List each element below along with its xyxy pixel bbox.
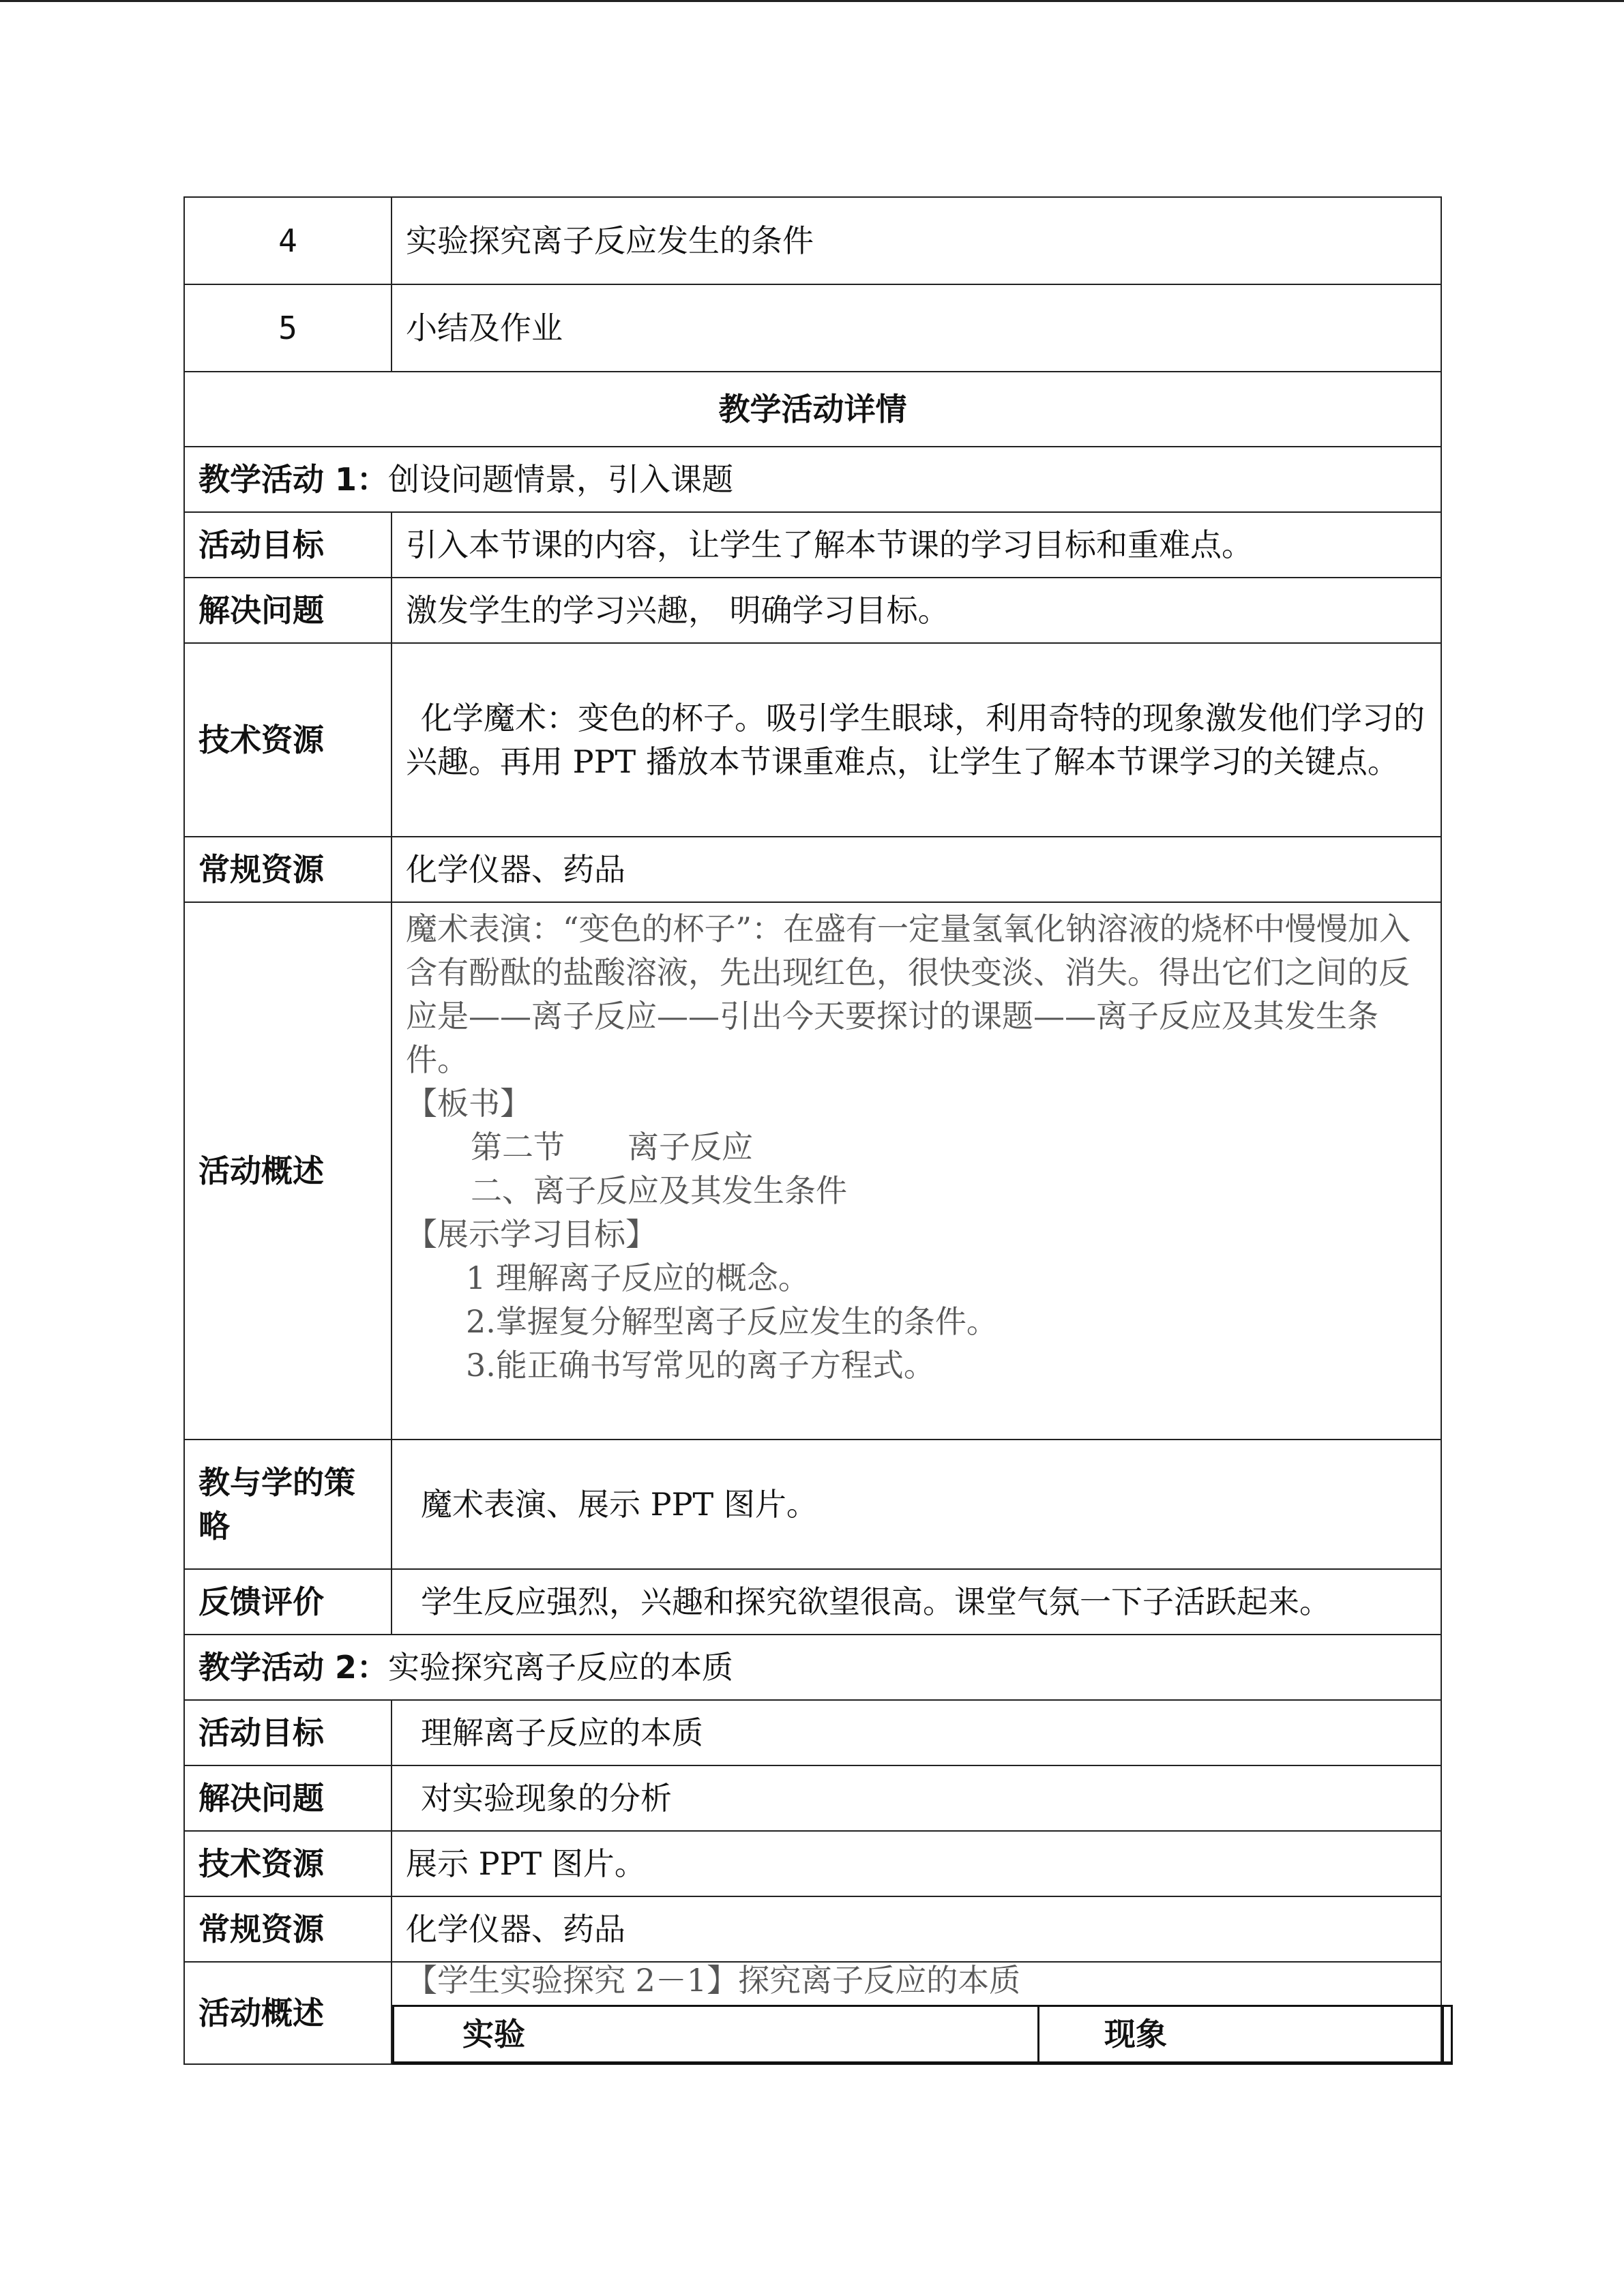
table-row bbox=[184, 284, 1441, 372]
table-row bbox=[184, 1765, 1441, 1831]
phenomenon-col-header: 现象 bbox=[1039, 2006, 1443, 2063]
goal-text: 理解离子反应的本质 bbox=[392, 1700, 1441, 1765]
table-row bbox=[184, 837, 1441, 902]
problem-label: 解决问题 bbox=[184, 1765, 392, 1831]
tech-text: 展示 PPT 图片。 bbox=[392, 1831, 1441, 1896]
strategy-label: 教与学的策略 bbox=[184, 1440, 392, 1569]
activity-heading bbox=[184, 1635, 1441, 1700]
table-row bbox=[184, 1440, 1441, 1569]
goal-item: 3.能正确书写常见的离子方程式。 bbox=[466, 1347, 935, 1384]
board-line: 第二节 离子反应 bbox=[471, 1129, 753, 1165]
page-top-border bbox=[0, 0, 1624, 2]
table-row bbox=[184, 1831, 1441, 1896]
activity-prefix: 教学活动 1： bbox=[198, 461, 389, 498]
conv-label: 常规资源 bbox=[184, 1896, 392, 1962]
step-number: 4 bbox=[184, 197, 392, 284]
overview-label: 活动概述 bbox=[184, 902, 392, 1440]
step-number: 5 bbox=[184, 284, 392, 372]
overview-label: 活动概述 bbox=[184, 1962, 392, 2064]
overview-paragraph: 魔术表演：“变色的杯子”：在盛有一定量氢氧化钠溶液的烧杯中慢慢加入含有酚酞的盐酸溶液，先出现红色，很快变淡、消失。得出它们之间的反应是——离子反应——引出今天要探讨的课题——离子反应及其发生条件。 bbox=[406, 910, 1411, 1078]
overview-content bbox=[392, 902, 1441, 1440]
conv-text: 化学仪器、药品 bbox=[392, 837, 1441, 902]
conv-text: 化学仪器、药品 bbox=[392, 1896, 1441, 1962]
problem-text: 对实验现象的分析 bbox=[392, 1765, 1441, 1831]
step-text: 实验探究离子反应发生的条件 bbox=[392, 197, 1441, 284]
overview-wrapper bbox=[406, 1962, 1427, 2053]
overview-content bbox=[392, 1962, 1441, 2064]
activity-title: 实验探究离子反应的本质 bbox=[388, 1649, 734, 1686]
activity-prefix: 教学活动 2： bbox=[198, 1649, 389, 1686]
goal-label: 活动目标 bbox=[184, 512, 392, 578]
activity-heading-row bbox=[184, 447, 1441, 512]
board-heading: 【板书】 bbox=[406, 1085, 531, 1122]
activity-heading bbox=[184, 447, 1441, 512]
strategy-text: 魔术表演、展示 PPT 图片。 bbox=[392, 1440, 1441, 1569]
lesson-plan-table bbox=[183, 196, 1442, 2065]
section-title-row bbox=[184, 372, 1441, 447]
table-row bbox=[184, 578, 1441, 643]
activity-title: 创设问题情景，引入课题 bbox=[388, 461, 734, 498]
tech-label: 技术资源 bbox=[184, 1831, 392, 1896]
tech-text: 化学魔术：变色的杯子。吸引学生眼球，利用奇特的现象激发他们学习的兴趣。再用 PPT 播放本节课重难点，让学生了解本节课学习的关键点。 bbox=[392, 643, 1441, 837]
table-row bbox=[184, 1569, 1441, 1635]
activity-heading-row bbox=[184, 1635, 1441, 1700]
goal-text: 引入本节课的内容，让学生了解本节课的学习目标和重难点。 bbox=[392, 512, 1441, 578]
goal-label: 活动目标 bbox=[184, 1700, 392, 1765]
experiment-table bbox=[392, 2005, 1453, 2065]
tech-label: 技术资源 bbox=[184, 643, 392, 837]
problem-text: 激发学生的学习兴趣， 明确学习目标。 bbox=[392, 578, 1441, 643]
goals-heading: 【展示学习目标】 bbox=[406, 1216, 657, 1253]
table-row bbox=[184, 197, 1441, 284]
goal-item: 2.掌握复分解型离子反应发生的条件。 bbox=[466, 1303, 998, 1340]
feedback-text: 学生反应强烈，兴趣和探究欲望很高。课堂气氛一下子活跃起来。 bbox=[392, 1569, 1441, 1635]
problem-label: 解决问题 bbox=[184, 578, 392, 643]
table-row bbox=[184, 902, 1441, 1440]
table-row bbox=[184, 643, 1441, 837]
experiment-header-row bbox=[394, 2006, 1452, 2063]
table-edge-cell bbox=[1443, 2006, 1452, 2063]
board-line: 二、离子反应及其发生条件 bbox=[471, 1172, 847, 1209]
feedback-label: 反馈评价 bbox=[184, 1569, 392, 1635]
experiment-col-header: 实验 bbox=[394, 2006, 1039, 2063]
table-row bbox=[184, 1896, 1441, 1962]
section-title: 教学活动详情 bbox=[184, 372, 1441, 447]
goal-item: 1 理解离子反应的概念。 bbox=[466, 1259, 810, 1296]
overview-line: 【学生实验探究 2－1】探究离子反应的本质 bbox=[406, 1962, 1021, 1999]
table-row bbox=[184, 1962, 1441, 2064]
table-row bbox=[184, 1700, 1441, 1765]
step-text: 小结及作业 bbox=[392, 284, 1441, 372]
table-row bbox=[184, 512, 1441, 578]
conv-label: 常规资源 bbox=[184, 837, 392, 902]
